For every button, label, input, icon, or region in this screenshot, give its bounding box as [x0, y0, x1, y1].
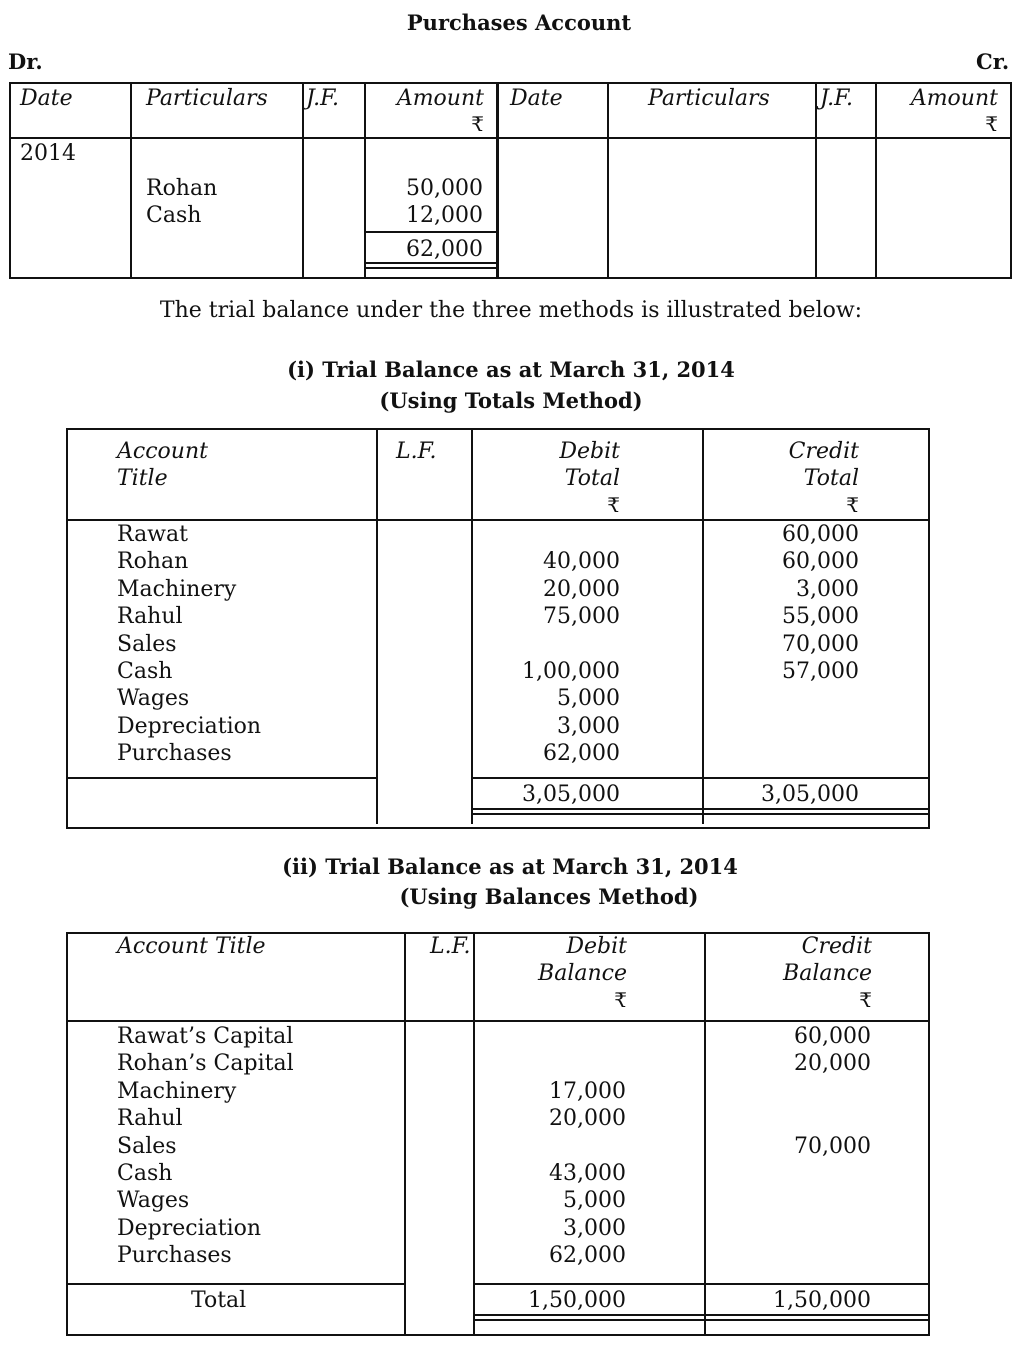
ledger-header-jf-dr: J.F. — [306, 86, 339, 111]
tb2-title: (ii) Trial Balance as at March 31, 2014 — [282, 854, 738, 879]
tb1-credit: 3,000 — [796, 576, 859, 602]
ledger-dr-label: Dr. — [8, 49, 43, 74]
tb2-debit: 17,000 — [549, 1078, 626, 1104]
ledger-cr-label: Cr. — [976, 49, 1010, 74]
tb2-credit — [706, 1160, 871, 1187]
tb2-subtitle: (Using Balances Method) — [399, 884, 699, 909]
ledger-currency-dr: ₹ — [471, 112, 484, 136]
tb2-credit: 20,000 — [794, 1051, 871, 1077]
tb2-header-credit-1: Credit — [801, 934, 872, 959]
tb1-title: (i) Trial Balance as at March 31, 2014 — [287, 357, 735, 382]
tb2-credit — [706, 1187, 871, 1214]
tb2-account: Purchases — [117, 1243, 232, 1269]
tb2-debit: 3,000 — [563, 1215, 626, 1241]
tb2-debit: 43,000 — [549, 1160, 626, 1186]
ledger-header-date-dr: Date — [20, 86, 73, 111]
tb1-header-lf: L.F. — [396, 439, 437, 464]
tb2-currency-debit: ₹ — [614, 988, 627, 1012]
tb1-account: Cash — [117, 658, 173, 684]
tb2-header-debit-2: Balance — [538, 961, 627, 986]
tb1-credit — [704, 713, 859, 740]
tb1-credit — [704, 685, 859, 712]
tb2-account: Wages — [117, 1188, 190, 1214]
tb2-total-credit: 1,50,000 — [773, 1288, 871, 1313]
tb1-credit: 60,000 — [782, 522, 859, 547]
tb2-credit: 60,000 — [794, 1024, 871, 1049]
tb2-currency-credit: ₹ — [859, 988, 872, 1012]
intro-text: The trial balance under the three methods is illustrated below: — [159, 298, 863, 323]
tb2-credit — [706, 1242, 871, 1269]
tb1-debit — [474, 631, 620, 658]
ledger-currency-cr: ₹ — [985, 112, 998, 136]
tb1-total-credit: 3,05,000 — [761, 782, 859, 807]
tb2-credit — [706, 1215, 871, 1242]
tb1-account: Sales — [117, 631, 177, 657]
ledger-amount-rohan: 50,000 — [406, 176, 483, 201]
tb2-header-debit-1: Debit — [566, 934, 627, 959]
ledger-particular-cash: Cash — [146, 203, 202, 228]
tb1-debit: 40,000 — [543, 549, 620, 575]
tb2-debit: 5,000 — [563, 1188, 626, 1214]
tb1-debit: 1,00,000 — [522, 658, 620, 684]
tb1-account: Purchases — [117, 741, 232, 767]
tb2-account: Rahul — [117, 1106, 183, 1132]
tb2-account: Machinery — [117, 1078, 237, 1104]
tb2-debit — [476, 1023, 626, 1050]
tb1-debit: 62,000 — [543, 741, 620, 767]
tb1-account: Wages — [117, 686, 190, 712]
tb1-credit: 55,000 — [782, 604, 859, 630]
ledger-title: Purchases Account — [406, 10, 632, 35]
tb2-debit: 20,000 — [549, 1106, 626, 1132]
tb1-header-credit-1: Credit — [788, 439, 859, 464]
tb1-account: Rohan — [117, 549, 189, 575]
ledger-header-amount-dr: Amount — [396, 86, 484, 111]
tb2-account: Rawat’s Capital — [117, 1024, 294, 1049]
ledger-year: 2014 — [20, 141, 76, 166]
tb2-debit — [476, 1050, 626, 1077]
tb1-debit: 20,000 — [543, 576, 620, 602]
tb1-account: Machinery — [117, 576, 237, 602]
tb2-account: Depreciation — [117, 1215, 262, 1241]
tb2-debit — [476, 1133, 626, 1160]
tb1-credit — [704, 740, 859, 767]
tb2-account: Sales — [117, 1133, 177, 1159]
tb2-header-credit-2: Balance — [783, 961, 872, 986]
tb1-debit: 75,000 — [543, 604, 620, 630]
tb1-debit: 5,000 — [557, 686, 620, 712]
tb1-total-debit: 3,05,000 — [522, 782, 620, 807]
tb1-currency-debit: ₹ — [607, 493, 620, 517]
tb1-currency-credit: ₹ — [846, 493, 859, 517]
ledger-header-date-cr: Date — [510, 86, 563, 111]
tb1-header-debit-2: Total — [564, 466, 620, 491]
tb1-credit: 70,000 — [782, 631, 859, 657]
ledger-total: 62,000 — [406, 237, 483, 262]
tb2-total-label: Total — [191, 1288, 247, 1313]
tb2-header-account: Account Title — [117, 934, 266, 959]
tb2-debit: 62,000 — [549, 1243, 626, 1269]
tb1-account: Rahul — [117, 604, 183, 630]
tb1-account: Rawat — [117, 522, 188, 547]
tb1-credit: 57,000 — [782, 658, 859, 684]
ledger-header-particulars-dr: Particulars — [146, 86, 268, 111]
tb1-credit: 60,000 — [782, 549, 859, 575]
tb1-account: Depreciation — [117, 713, 262, 739]
tb1-header-account-2: Title — [117, 466, 168, 491]
tb1-header-credit-2: Total — [803, 466, 859, 491]
tb1-debit — [474, 521, 620, 548]
tb1-header-account-1: Account — [117, 439, 208, 464]
tb2-credit: 70,000 — [794, 1133, 871, 1159]
ledger-particular-rohan: Rohan — [146, 176, 218, 201]
tb2-total-debit: 1,50,000 — [528, 1288, 626, 1313]
tb2-account: Cash — [117, 1160, 173, 1186]
tb1-subtitle: (Using Totals Method) — [379, 388, 643, 413]
tb2-header-lf: L.F. — [430, 934, 471, 959]
tb2-credit — [706, 1078, 871, 1105]
ledger-header-jf-cr: J.F. — [820, 86, 853, 111]
tb1-header-debit-1: Debit — [559, 439, 620, 464]
tb2-account: Rohan’s Capital — [117, 1051, 294, 1077]
ledger-amount-cash: 12,000 — [406, 203, 483, 228]
ledger-header-particulars-cr: Particulars — [648, 86, 770, 111]
tb1-debit: 3,000 — [557, 713, 620, 739]
ledger-header-amount-cr: Amount — [910, 86, 998, 111]
tb2-credit — [706, 1105, 871, 1132]
